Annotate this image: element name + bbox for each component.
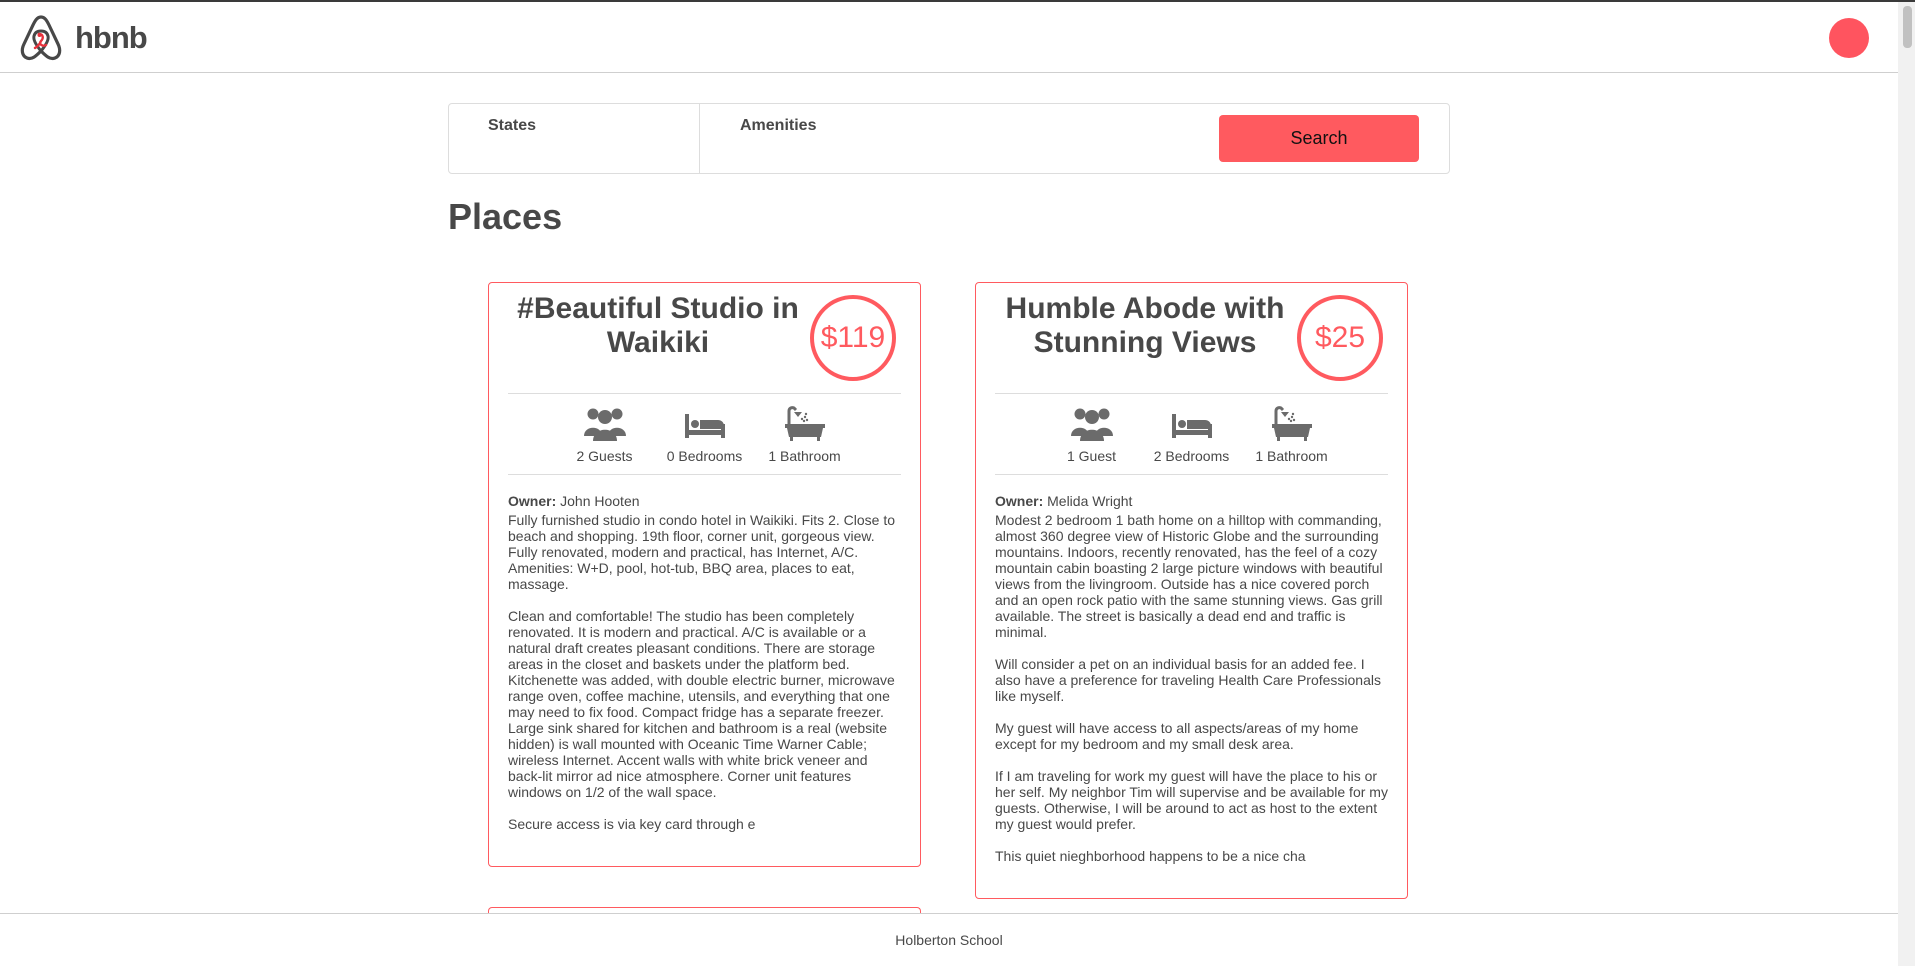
owner: [995, 493, 1388, 509]
number-rooms: [655, 406, 755, 464]
price-by-night: $25: [1297, 295, 1383, 381]
brand-name: hbnb: [75, 20, 147, 55]
bed-icon: [684, 406, 726, 442]
amenities-filter-label: Amenities: [740, 117, 817, 134]
guests-icon: [1071, 406, 1113, 442]
place-information: [508, 393, 901, 475]
states-filter-label: States: [488, 117, 537, 134]
bedrooms-count: 2 Bedrooms: [1153, 448, 1230, 464]
guests-icon: [584, 406, 626, 442]
bathtub-icon: [784, 406, 826, 442]
place-header: [508, 283, 901, 393]
bathrooms-count: 1 Bathroom: [768, 448, 841, 464]
footer-text: Holberton School: [895, 932, 1003, 948]
owner: [508, 493, 901, 509]
places-heading: Places: [448, 196, 563, 237]
amenities-filter[interactable]: [700, 104, 1200, 173]
scrollbar-thumb[interactable]: [1903, 6, 1912, 48]
price-by-night: $119: [810, 295, 896, 381]
max-guest: [555, 406, 655, 464]
site-header: [0, 2, 1898, 73]
number-rooms: [1142, 406, 1242, 464]
place-description: Fully furnished studio in condo hotel in Waikiki. Fits 2. Close to beach and shopping. 19th floor, corner unit, gorgeous view. Fully renovated, modern and practical, has Internet, A/C. Amenities: W+D, pool, hot-tub, BBQ area, places to eat, massage. Clean and comfortable! The studio has been completely renovated. It is modern and practical. A/C is available or a natural draft creates pleasant conditions. There are storage areas in the closet and baskets under the platform bed. Kitchenette was added, with double electric burner, microwave range oven, coffee machine, utensils, and everything that one may need to fix food. Compact fridge has a separate freezer. Large sink shared for kitchen and bathroom is a real (website hidden) is wall mounted with Oceanic Time Warner Cable; wireless Internet. Accent walls with white brick veneer and back-lit mirror ad nice atmosphere. Corner unit features windows on 1/2 of the wall space. Secure access is via key card through e: [508, 512, 895, 832]
bedrooms-count: 0 Bedrooms: [666, 448, 743, 464]
airbnb-logo-icon: [19, 14, 63, 62]
number-bathrooms: [755, 406, 855, 464]
place-card: [975, 282, 1408, 899]
owner-name: John Hooten: [560, 493, 640, 509]
place-header: [995, 283, 1388, 393]
place-name: Humble Abode with Stunning Views: [1005, 292, 1285, 359]
filters-bar: [448, 103, 1450, 174]
site-footer: [0, 913, 1898, 966]
number-bathrooms: [1242, 406, 1342, 464]
bathrooms-count: 1 Bathroom: [1255, 448, 1328, 464]
place-information: [995, 393, 1388, 475]
logo[interactable]: [19, 14, 147, 62]
guests-count: 1 Guest: [1066, 448, 1117, 464]
scrollbar[interactable]: [1898, 2, 1915, 966]
states-filter[interactable]: [449, 104, 700, 173]
place-description: Modest 2 bedroom 1 bath home on a hilltop with commanding, almost 360 degree view of Historic Globe and the surrounding mountains. Indoors, recently renovated, has the feel of a cozy mountain cabin boasting 2 large picture windows with beautiful views from the livingroom. Outside has a nice covered porch and an open rock patio with the same stunning views. Gas grill available. The street is basically a dead end and traffic is minimal. Will consider a pet on an individual basis for an added fee. I also have a preference for traveling Health Care Professionals like myself. My guest will have access to all aspects/areas of my home except for my bedroom and my small desk area. If I am traveling for work my guest will have the place to his or her self. My neighbor Tim will supervise and be available for my guests. Otherwise, I will be around to act as host to the extent my guest would prefer. This quiet nieghborhood happens to be a nice cha: [995, 512, 1388, 864]
api-status-indicator: [1829, 18, 1869, 58]
owner-label: Owner:: [508, 493, 557, 509]
search-button[interactable]: Search: [1219, 115, 1419, 162]
owner-name: Melida Wright: [1047, 493, 1133, 509]
place-name: #Beautiful Studio in Waikiki: [517, 292, 799, 359]
guests-count: 2 Guests: [576, 448, 633, 464]
place-card: [488, 282, 921, 867]
owner-label: Owner:: [995, 493, 1044, 509]
bed-icon: [1171, 406, 1213, 442]
max-guest: [1042, 406, 1142, 464]
bathtub-icon: [1271, 406, 1313, 442]
